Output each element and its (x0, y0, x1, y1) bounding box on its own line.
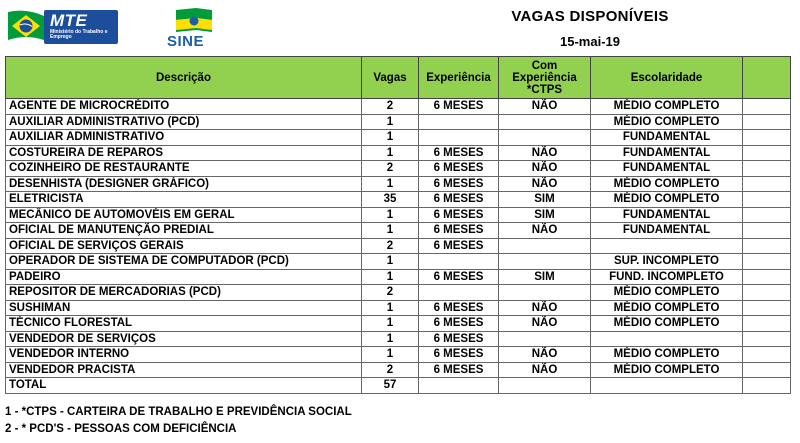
table-row (6, 269, 791, 285)
cell-escolaridade: MÉDIO COMPLETO (591, 300, 743, 316)
table-row (6, 254, 791, 270)
column-header-escolaridade: Escolaridade (591, 57, 743, 99)
cell-empty (743, 99, 791, 115)
cell-experiencia: 6 MESES (419, 207, 499, 223)
table-total-row (6, 378, 791, 394)
table-row (6, 207, 791, 223)
cell-ctps: NÃO (499, 161, 591, 177)
cell-ctps (499, 285, 591, 301)
cell-descricao: COSTUREIRA DE REPAROS (6, 145, 362, 161)
cell-vagas: 1 (362, 207, 419, 223)
cell-empty (743, 192, 791, 208)
cell-vagas: 1 (362, 269, 419, 285)
page-title: VAGAS DISPONÍVEIS (511, 8, 669, 25)
total-label: TOTAL (6, 378, 362, 394)
table-row (6, 238, 791, 254)
cell-descricao: AUXILIAR ADMINISTRATIVO (6, 130, 362, 146)
cell-empty (743, 362, 791, 378)
column-header-empty (743, 57, 791, 99)
cell-empty (743, 114, 791, 130)
cell-experiencia (419, 114, 499, 130)
cell-experiencia: 6 MESES (419, 223, 499, 239)
table-cell (743, 378, 791, 394)
cell-descricao: OPERADOR DE SISTEMA DE COMPUTADOR (PCD) (6, 254, 362, 270)
cell-escolaridade (591, 331, 743, 347)
mte-logo (6, 6, 118, 46)
cell-empty (743, 331, 791, 347)
cell-vagas: 1 (362, 114, 419, 130)
cell-escolaridade: MÉDIO COMPLETO (591, 316, 743, 332)
cell-vagas: 1 (362, 254, 419, 270)
cell-empty (743, 238, 791, 254)
cell-empty (743, 176, 791, 192)
cell-escolaridade: FUNDAMENTAL (591, 207, 743, 223)
footnotes (5, 404, 352, 438)
cell-experiencia: 6 MESES (419, 347, 499, 363)
cell-escolaridade: MÉDIO COMPLETO (591, 99, 743, 115)
cell-experiencia: 6 MESES (419, 192, 499, 208)
cell-escolaridade: MÉDIO COMPLETO (591, 176, 743, 192)
table-header-row (6, 57, 791, 99)
cell-descricao: VENDEDOR DE SERVIÇOS (6, 331, 362, 347)
vacancies-table (5, 56, 791, 394)
cell-experiencia (419, 254, 499, 270)
table-row (6, 362, 791, 378)
cell-escolaridade: FUNDAMENTAL (591, 130, 743, 146)
cell-ctps (499, 114, 591, 130)
cell-ctps (499, 130, 591, 146)
cell-escolaridade: MÉDIO COMPLETO (591, 362, 743, 378)
table-row (6, 99, 791, 115)
cell-escolaridade: FUNDAMENTAL (591, 161, 743, 177)
cell-descricao: AUXILIAR ADMINISTRATIVO (PCD) (6, 114, 362, 130)
cell-empty (743, 300, 791, 316)
cell-escolaridade: FUNDAMENTAL (591, 223, 743, 239)
table-row (6, 331, 791, 347)
column-header-ctps: Com Experiência *CTPS (499, 57, 591, 99)
cell-descricao: TÉCNICO FLORESTAL (6, 316, 362, 332)
cell-descricao: VENDEDOR PRACISTA (6, 362, 362, 378)
cell-ctps: NÃO (499, 223, 591, 239)
brazil-flag-icon (6, 6, 46, 46)
cell-experiencia: 6 MESES (419, 331, 499, 347)
cell-escolaridade: FUNDAMENTAL (591, 145, 743, 161)
cell-ctps: NÃO (499, 176, 591, 192)
footnote-ctps: 1 - *CTPS - CARTEIRA DE TRABALHO E PREVIDÊNCIA SOCIAL (5, 406, 352, 418)
cell-experiencia: 6 MESES (419, 176, 499, 192)
cell-descricao: ELETRICISTA (6, 192, 362, 208)
page-date: 15-mai-19 (560, 34, 620, 49)
cell-vagas: 2 (362, 285, 419, 301)
cell-vagas: 1 (362, 331, 419, 347)
cell-experiencia: 6 MESES (419, 238, 499, 254)
cell-ctps: NÃO (499, 362, 591, 378)
cell-experiencia: 6 MESES (419, 316, 499, 332)
cell-ctps: NÃO (499, 145, 591, 161)
table-row (6, 145, 791, 161)
cell-ctps: SIM (499, 192, 591, 208)
cell-escolaridade: SUP. INCOMPLETO (591, 254, 743, 270)
cell-ctps (499, 254, 591, 270)
cell-experiencia (419, 130, 499, 146)
total-value: 57 (362, 378, 419, 394)
cell-escolaridade: MÉDIO COMPLETO (591, 192, 743, 208)
table-row (6, 347, 791, 363)
cell-experiencia (419, 285, 499, 301)
table-body (6, 99, 791, 378)
cell-ctps: NÃO (499, 316, 591, 332)
sine-logo-label: SINE (167, 33, 205, 50)
cell-vagas: 1 (362, 176, 419, 192)
cell-descricao: VENDEDOR INTERNO (6, 347, 362, 363)
cell-vagas: 2 (362, 161, 419, 177)
cell-escolaridade: FUND. INCOMPLETO (591, 269, 743, 285)
cell-vagas: 1 (362, 145, 419, 161)
cell-descricao: AGENTE DE MICROCRÉDITO (6, 99, 362, 115)
table-row (6, 316, 791, 332)
mte-logo-label: MTE (50, 11, 88, 30)
column-header-experiencia: Experiência (419, 57, 499, 99)
cell-ctps: NÃO (499, 99, 591, 115)
cell-vagas: 35 (362, 192, 419, 208)
footnote-pcd: 2 - * PCD'S - PESSOAS COM DEFICIÊNCIA (5, 423, 237, 435)
column-header-vagas: Vagas (362, 57, 419, 99)
table-row (6, 300, 791, 316)
cell-empty (743, 347, 791, 363)
cell-empty (743, 285, 791, 301)
cell-descricao: SUSHIMAN (6, 300, 362, 316)
cell-vagas: 2 (362, 238, 419, 254)
table-row (6, 192, 791, 208)
cell-experiencia: 6 MESES (419, 269, 499, 285)
cell-descricao: MECÂNICO DE AUTOMOVÉIS EM GERAL (6, 207, 362, 223)
cell-ctps: NÃO (499, 300, 591, 316)
cell-empty (743, 161, 791, 177)
cell-descricao: OFICIAL DE MANUTENÇÃO PREDIAL (6, 223, 362, 239)
page-header (0, 0, 800, 56)
cell-vagas: 1 (362, 316, 419, 332)
cell-vagas: 1 (362, 300, 419, 316)
cell-escolaridade: MÉDIO COMPLETO (591, 114, 743, 130)
table-row (6, 130, 791, 146)
cell-ctps (499, 331, 591, 347)
table-cell (499, 378, 591, 394)
cell-empty (743, 254, 791, 270)
table-row (6, 223, 791, 239)
cell-empty (743, 145, 791, 161)
cell-empty (743, 269, 791, 285)
cell-experiencia: 6 MESES (419, 362, 499, 378)
cell-ctps (499, 238, 591, 254)
table-row (6, 285, 791, 301)
cell-empty (743, 223, 791, 239)
cell-escolaridade (591, 238, 743, 254)
cell-escolaridade: MÉDIO COMPLETO (591, 347, 743, 363)
table-cell (419, 378, 499, 394)
cell-escolaridade: MÉDIO COMPLETO (591, 285, 743, 301)
cell-descricao: PADEIRO (6, 269, 362, 285)
cell-ctps: NÃO (499, 347, 591, 363)
table-row (6, 114, 791, 130)
cell-descricao: DESENHISTA (DESIGNER GRÁFICO) (6, 176, 362, 192)
cell-vagas: 1 (362, 130, 419, 146)
cell-experiencia: 6 MESES (419, 300, 499, 316)
cell-vagas: 2 (362, 99, 419, 115)
cell-vagas: 1 (362, 347, 419, 363)
cell-vagas: 1 (362, 223, 419, 239)
cell-descricao: OFICIAL DE SERVIÇOS GERAIS (6, 238, 362, 254)
table-row (6, 176, 791, 192)
table-row (6, 161, 791, 177)
mte-logo-sublabel: Ministério do Trabalho e Emprego (50, 29, 108, 40)
cell-vagas: 2 (362, 362, 419, 378)
cell-experiencia: 6 MESES (419, 145, 499, 161)
cell-descricao: COZINHEIRO DE RESTAURANTE (6, 161, 362, 177)
cell-ctps: SIM (499, 207, 591, 223)
cell-ctps: SIM (499, 269, 591, 285)
cell-empty (743, 207, 791, 223)
cell-descricao: REPOSITOR DE MERCADORIAS (PCD) (6, 285, 362, 301)
cell-empty (743, 130, 791, 146)
cell-experiencia: 6 MESES (419, 99, 499, 115)
table-cell (591, 378, 743, 394)
column-header-descricao: Descrição (6, 57, 362, 99)
cell-experiencia: 6 MESES (419, 161, 499, 177)
cell-empty (743, 316, 791, 332)
